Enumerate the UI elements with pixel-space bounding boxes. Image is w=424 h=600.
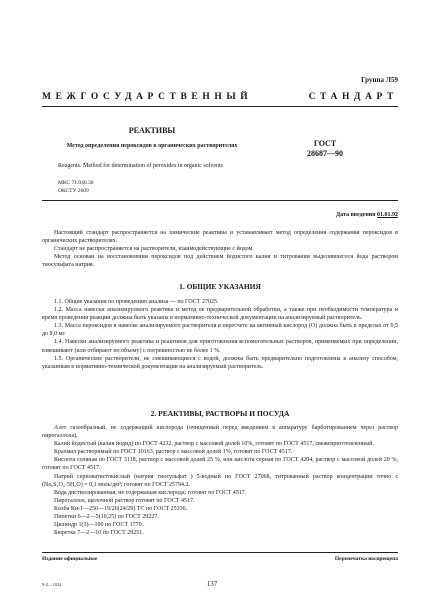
section-2-paragraph: Пипетки 6—2—5(10,25) по ГОСТ 29227. [54,514,159,521]
section-2-paragraph: Бюретка 7—2—10 по ГОСТ 29251. [54,530,144,537]
section-2-paragraph: Натрий серноватистокислый (натрия тиосульфат ) 5-водный по ГОСТ 27068, титрованный раствор концентрации точно c (Na₂S₂O₃·5H₂O) = 0,1 моль/дм³; готовят по ГОСТ 25794.2. [42,473,398,488]
section-2-text [42,424,398,537]
classification-codes [58,180,93,195]
interstate-standard-banner [42,92,398,102]
section-1-paragraph: 1.2. Масса навески анализируемого реактива и метод ее предварительной обработки, а также при необходимости температура и время проведения реакции должны быть указаны в нормативно-технической документации на анализируемый растворитель. [42,307,398,322]
document-title: РЕАКТИВЫ [128,126,176,135]
top-rule [42,106,398,107]
section-2-heading: 2. РЕАКТИВЫ, РАСТВОРЫ И ПОСУДА [150,409,290,418]
footer-rule [42,552,398,553]
gost-designation [290,139,360,159]
intro-paragraph: Метод основан на восстановлении пероксидов под действием йодистого калия и титровании выделившегося йода раствором тиосульфата натрия. [42,254,398,269]
date-value: 01.01.92 [377,212,398,218]
section-1-heading: 1. ОБЩИЕ УКАЗАНИЯ [179,282,261,291]
section-2-paragraph: Крахмал растворимый по ГОСТ 10163, раствор с массовой долей 1%, готовят по ГОСТ 4517. [54,449,293,456]
banner-right: СТАНДАРТ [308,92,398,102]
reprint-prohibited: Перепечатка воспрещена [334,556,398,562]
section-1-paragraph: 1.4. Навески анализируемого реактива и реактивов для приготовления вспомогательных растворов, применяемых при определении, взвешивают (или отбирают по объему) с погрешностью не более 1 %. [42,339,398,354]
gost-number: 28687—90 [307,149,343,158]
section-2-paragraph: Калий йодистый (калия йодид) по ГОСТ 4232, раствор с массовой долей 10%, готовят по ГОСТ 4517, свежеприготовленный. [54,441,374,448]
mks-code: МКС 71.040.30 [58,180,94,186]
okstu-code: ОКСТУ 2609 [58,187,89,194]
document-subtitle: Метод определения пероксидов в органических растворителях [66,143,238,149]
section-2-paragraph: Цилиндр 1(3)—100 по ГОСТ 1770. [54,522,144,529]
section-1-text [42,298,398,371]
section-2-paragraph: Азот газообразный, не содержащий кислорода (очищенный перед введением в аппаратуру барботированием через раствор пирогаллола). [42,425,398,440]
banner-left: МЕЖГОСУДАРСТВЕННЫЙ [42,92,253,102]
section-1-paragraph: 1.3. Масса пероксидов в навеске анализируемого растворителя в пересчете на активный кислород (О) должна быть в пределах от 0,5 до 8,0 мг. [42,323,398,338]
section-2-paragraph: Пирогаллол, щелочной раствор готовят по ГОСТ 4517. [54,497,195,504]
section-2-paragraph: Вода дистиллированная, не содержащая кислорода; готовят по ГОСТ 4517. [54,489,247,496]
intro-paragraph: Настоящий стандарт распространяется на химические реактивы и устанавливает метод определения содержания пероксидов в органических растворителях. [42,230,398,245]
section-2-paragraph: Кислота соляная по ГОСТ 3118, раствор с массовой долей 25 %, или кислота серная по ГОСТ 4204, раствор с массовой долей 20 %, готовят по ГОСТ 4517. [42,457,398,472]
official-edition: Издание официальное [42,556,98,562]
group-code: Группа Л59 [361,76,398,84]
date-label: Дата введения [336,212,376,218]
intro-text [42,229,398,269]
section-1-paragraph: 1.1. Общие указания по проведению анализа — по ГОСТ 27025. [54,299,219,305]
print-code: 9-2—1024 [42,582,62,587]
section-2-paragraph: Колба Кн-1—250—19/26(24/29) ТС по ГОСТ 25336. [54,505,188,512]
gost-label: ГОСТ [313,139,337,148]
english-title: Reagents. Method for determination of peroxides in organic solvents [58,163,224,169]
title-rule [42,200,398,201]
page-number: 137 [206,580,218,588]
introduction-date [336,212,398,218]
section-1-paragraph: 1.5. Органические растворители, не смешивающиеся с водой, должны быть предварительно подготовлены к анализу способом, указанным в нормативно-технической документации на анализируемый растворитель. [42,355,398,370]
intro-paragraph: Стандарт не распространяется на растворители, взаимодействующие с йодом. [54,246,254,253]
